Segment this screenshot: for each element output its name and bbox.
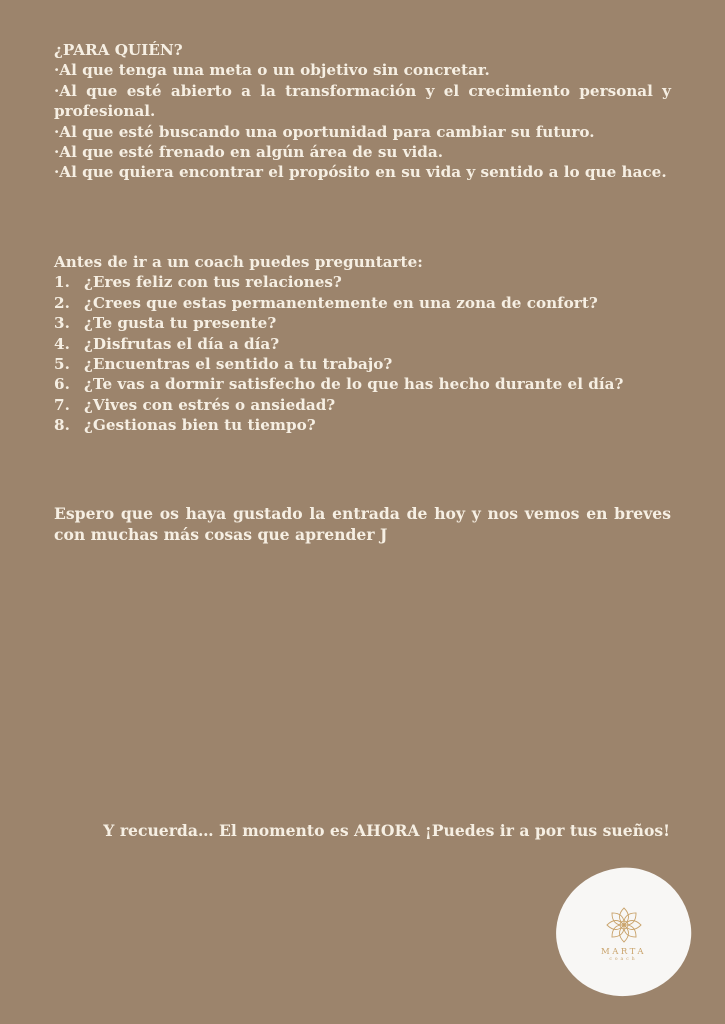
closing-text: Espero que os haya gustado la entrada de hoy y nos vemos en breves con muchas más cosas que aprender J — [54, 504, 671, 544]
question-item — [54, 374, 671, 394]
closing-section — [54, 503, 671, 545]
question-number: 7. — [54, 395, 70, 414]
question-text: ¿Gestionas bien tu tiempo? — [84, 416, 316, 435]
question-item — [54, 415, 671, 435]
logo — [556, 868, 691, 996]
question-number: 2. — [54, 293, 70, 312]
logo-name: MARTA — [601, 946, 646, 957]
question-item — [54, 354, 671, 374]
questions-section — [54, 252, 671, 436]
mandala-flower-icon — [604, 905, 644, 945]
para-quien-item: ·Al que quiera encontrar el propósito en su vida y sentido a lo que hace. — [54, 163, 667, 182]
para-quien-item: ·Al que tenga una meta o un objetivo sin concretar. — [54, 61, 490, 80]
para-quien-item: ·Al que esté buscando una oportunidad para cambiar su futuro. — [54, 122, 595, 141]
question-item — [54, 313, 671, 333]
question-number: 4. — [54, 334, 70, 353]
question-number: 6. — [54, 375, 70, 394]
para-quien-section — [54, 40, 671, 183]
para-quien-title: ¿PARA QUIÉN? — [54, 41, 183, 59]
question-item — [54, 272, 671, 292]
question-text: ¿Eres feliz con tus relaciones? — [84, 273, 342, 292]
question-number: 3. — [54, 314, 70, 333]
questions-heading: Antes de ir a un coach puedes preguntarte: — [54, 253, 423, 271]
question-item — [54, 334, 671, 354]
questions-list — [54, 272, 671, 435]
question-number: 8. — [54, 416, 70, 435]
logo-badge — [548, 859, 700, 1005]
question-item — [54, 395, 671, 415]
recuerda-text: Y recuerda… El momento es AHORA ¡Puedes ir a por tus sueños! — [103, 821, 670, 840]
question-text: ¿Te gusta tu presente? — [84, 314, 277, 333]
question-text: ¿Te vas a dormir satisfecho de lo que has hecho durante el día? — [84, 375, 624, 394]
para-quien-item: ·Al que esté abierto a la transformación y el crecimiento personal y profesional. — [54, 81, 671, 121]
question-number: 1. — [54, 273, 70, 292]
logo-subtitle: coach — [609, 956, 638, 962]
question-number: 5. — [54, 355, 70, 374]
para-quien-item: ·Al que esté frenado en algún área de su vida. — [54, 143, 444, 162]
question-text: ¿Crees que estas permanentemente en una zona de confort? — [84, 293, 598, 312]
question-text: ¿Encuentras el sentido a tu trabajo? — [84, 355, 393, 374]
question-text: ¿Vives con estrés o ansiedad? — [84, 395, 336, 414]
question-item — [54, 293, 671, 313]
question-text: ¿Disfrutas el día a día? — [84, 334, 280, 353]
